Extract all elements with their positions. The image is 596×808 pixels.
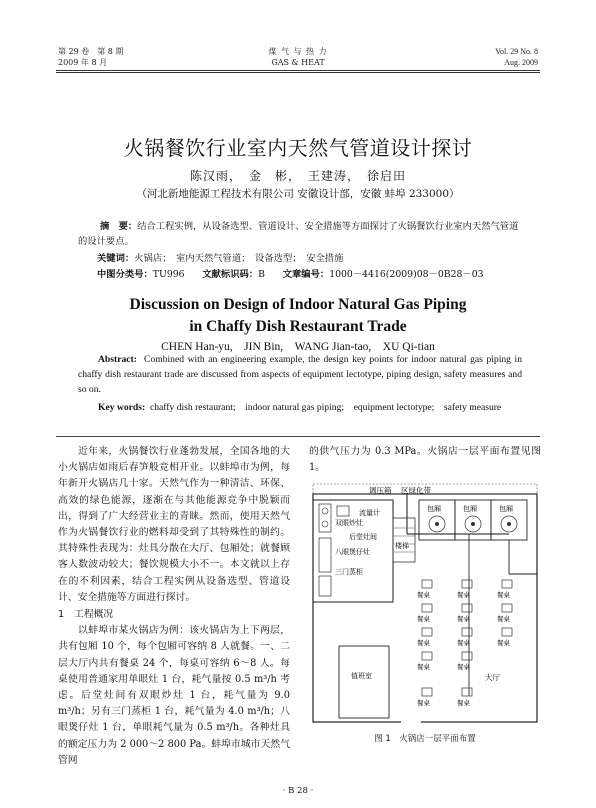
plan-label-duty-room: 值班室	[351, 672, 372, 680]
clc-value: TU996	[152, 269, 185, 280]
body-left-column	[58, 444, 290, 769]
figure-caption: 图 1 火锅店一层平面布置	[374, 734, 476, 744]
abstract-cn-label: 摘 要：	[100, 221, 138, 232]
plan-label-stairs: 楼梯	[395, 542, 409, 550]
hall-table-label-r1-c2: 餐桌	[457, 591, 470, 599]
plan-duty-room	[339, 646, 389, 718]
abstract-en-label: Abstract:	[98, 354, 137, 365]
hall-table-r3-c2	[462, 628, 472, 636]
authors-cn: 陈汉雨， 金 彬， 王建涛， 徐启田	[189, 169, 406, 183]
abstract-cn	[78, 219, 522, 249]
journal-name-cn: 煤 气 与 热 力	[268, 47, 328, 56]
hall-table-r3-c1	[422, 628, 432, 636]
private-room-label-3: 包厢	[499, 505, 513, 513]
header-date-cn: 2009 年 8 月	[58, 58, 108, 67]
keywords-cn-label: 关键词：	[97, 253, 135, 264]
private-room-stove-1	[435, 522, 439, 526]
title-cn: 火锅餐饮行业室内天然气管道设计探讨	[123, 136, 473, 160]
hall-table-label-r3-c2: 餐桌	[457, 639, 470, 647]
keywords-en-label: Key words:	[98, 402, 146, 413]
hall-table-label-r1-c1: 餐桌	[417, 591, 430, 599]
plan-label-kitchen: 后堂灶间	[349, 533, 377, 541]
hall-table-label-r2-c1: 餐桌	[417, 615, 430, 623]
header-rule-top	[56, 70, 540, 71]
plan-label-steamer: 三门蒸柜	[335, 568, 363, 576]
body-right-column	[309, 444, 541, 476]
header-left	[58, 46, 123, 68]
abstract-separator	[56, 436, 540, 437]
hall-table-label-r5-c1: 餐桌	[417, 699, 430, 707]
plan-entrance	[401, 718, 421, 724]
private-room-stove-2	[471, 522, 475, 526]
article-no-label: 文章编号：	[282, 269, 330, 280]
hall-table-r2-c3	[502, 604, 512, 612]
plan-label-flow-meter: 流量计	[359, 509, 380, 517]
private-room-label-2: 包厢	[463, 505, 477, 513]
hall-table-r5-c2	[462, 688, 472, 696]
hall-table-r5-c1	[422, 688, 432, 696]
plan-steamer	[319, 576, 331, 596]
hall-table-r1-c2	[462, 580, 472, 588]
keywords-cn-text: 火锅店； 室内天然气管道； 设备选型； 安全措施	[134, 253, 344, 264]
journal-name-en: GAS & HEAT	[271, 58, 325, 67]
header-right	[495, 46, 538, 68]
hall-table-label-r5-c2: 餐桌	[457, 699, 470, 707]
plan-label-double-stove: 双眼炒灶	[335, 519, 363, 527]
abstract-cn-text: 结合工程实例，从设备选型、管道设计、安全措施等方面探讨了火锅餐饮行业室内天然气管道的设计要点。	[78, 221, 519, 247]
hall-table-label-r2-c2: 餐桌	[457, 615, 470, 623]
plan-flow-meter-box	[337, 506, 349, 516]
hall-table-r1-c1	[422, 580, 432, 588]
header-volume: 第 29 卷 第 8 期	[58, 47, 124, 56]
hall-table-label-r4-c2: 餐桌	[457, 663, 470, 671]
header-center	[248, 46, 348, 68]
body-paragraph-intro: 近年来，火锅餐饮行业蓬勃发展，全国各地的大小火锅店如雨后春笋般竞相开业。以蚌埠市为例，每年新开火锅店几十家。天然气作为一种清洁、环保、高效的绿色能源，逐渐在与其他能源竞争中脱颖而出，得到了广大经营业主的青睐。然而，使用天然气作为火锅餐饮行业的燃料却受到了其特殊性的制约。其特殊性表现为：灶具分散在大厅、包厢处；就餐顾客人数波动较大；餐饮规模大小不一。本文就以上存在的不利因素，结合工程实例从设备选型、管道设计、安全措施等方面进行探讨。	[58, 446, 290, 603]
plan-label-hall: 大厅	[485, 673, 500, 682]
keywords-en	[78, 400, 522, 415]
body-paragraph-continued: 的供气压力为 0.3 MPa。火锅店一层平面布置见图 1。	[309, 446, 541, 474]
keywords-en-text: chaffy dish restaurant; indoor natural gas piping; equipment lectotype; safety measure	[149, 402, 502, 413]
private-room-label-1: 包厢	[427, 505, 441, 513]
body-paragraph-project: 以蚌埠市某火锅店为例：该火锅店为上下两层，共有包厢 10 个，每个包厢可容纳 8 人就餐。一、二层大厅内共有餐桌 24 个，每桌可容纳 6～8 人。每桌使用普通家用单眼灶 1 台，耗气量按 0.5 m³/h 考虑。后堂灶间有双眼炒灶 1 台，耗气量为 9.0 m³/h；另有三门蒸柜 1 台，耗气量为 4.0 m³/h；八眼煲仔灶 1 台，单眼耗气量为 0.5 m³/h。各种灶具的额定压力为 2 000～2 800 Pa。蚌埠市城市天然气管网	[58, 625, 290, 766]
article-no-value: 1000－4416(2009)08－0B28－03	[329, 269, 484, 280]
hall-table-label-r2-c3: 餐桌	[497, 615, 510, 623]
double-stove-burner-2	[322, 521, 328, 527]
abstract-en	[78, 352, 522, 397]
clc-label: 中图分类号：	[97, 269, 153, 280]
title-en-line2: in Chaffy Dish Restaurant Trade	[189, 318, 407, 335]
hall-table-r1-c3	[502, 580, 512, 588]
plan-label-regulator: 调压箱	[369, 486, 392, 495]
doc-code-value: B	[258, 269, 265, 280]
section-heading-1: 1 工程概况	[58, 609, 114, 621]
header-volume-en: Vol. 29 No. 8	[495, 47, 538, 56]
hall-table-r4-c2	[462, 652, 472, 660]
hall-table-r3-c3	[502, 628, 512, 636]
header-rule-bottom	[56, 72, 540, 73]
hall-table-label-r3-c3: 餐桌	[497, 639, 510, 647]
plan-label-green-belt: 区绿化带	[401, 486, 431, 495]
classification	[97, 266, 484, 280]
keywords-cn	[97, 250, 343, 264]
floor-plan-figure	[309, 478, 541, 728]
page-number: · B 28 ·	[282, 786, 314, 796]
plan-stairs	[393, 518, 415, 562]
affiliation-cn: （河北新地能源工程技术有限公司 安徽设计部，安徽 蚌埠 233000）	[136, 188, 460, 200]
hall-table-label-r4-c1: 餐桌	[417, 663, 430, 671]
title-en	[0, 294, 596, 338]
hall-table-r2-c1	[422, 604, 432, 612]
hall-table-r2-c2	[462, 604, 472, 612]
header-date-en: Aug. 2009	[504, 58, 538, 67]
hall-table-label-r3-c1: 餐桌	[417, 639, 430, 647]
title-en-line1: Discussion on Design of Indoor Natural Gas Piping	[129, 296, 467, 313]
plan-label-eight-stove: 八眼煲仔灶	[335, 548, 370, 556]
authors-en: CHEN Han-yu, JIN Bin, WANG Jian-tao, XU Qi-tian	[161, 341, 435, 353]
doc-code-label: 文献标识码：	[202, 269, 259, 280]
double-stove-burner-1	[322, 508, 328, 514]
abstract-en-text: Combined with an engineering example, the design key points for indoor natural gas piping in chaffy dish restaurant trade are discussed from aspects of equipment lectotype, piping design, safety measures and so on.	[78, 354, 522, 395]
hall-table-grid	[417, 580, 512, 707]
plan-eight-stove	[319, 538, 331, 572]
hall-table-r4-c1	[422, 652, 432, 660]
hall-table-label-r1-c3: 餐桌	[497, 591, 510, 599]
private-room-stove-3	[507, 522, 511, 526]
